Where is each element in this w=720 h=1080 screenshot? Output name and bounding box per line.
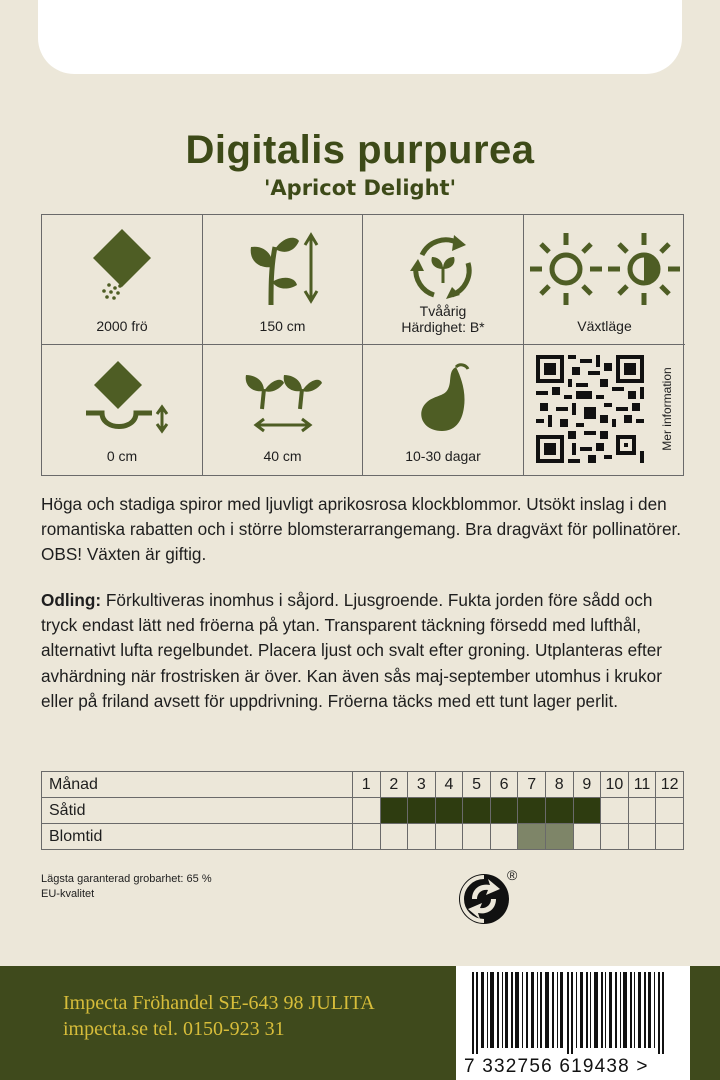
bloom-month-cell [656, 824, 684, 850]
sowing-month-cell [601, 798, 629, 824]
sowing-month-cell [518, 798, 546, 824]
barcode-number: 7 332756 619438 > [464, 1056, 649, 1077]
sowing-month-cell [573, 798, 601, 824]
month-cell: 4 [435, 772, 463, 798]
month-cell: 7 [518, 772, 546, 798]
biennial-cycle-icon [408, 233, 478, 303]
month-cell: 9 [573, 772, 601, 798]
sowing-bloom-schedule [41, 771, 684, 850]
sun-partial-shade-icon [530, 229, 680, 309]
height-value: 150 cm [259, 318, 306, 334]
bloom-month-cell [573, 824, 601, 850]
bloom-month-cell [518, 824, 546, 850]
registered-mark: ® [507, 867, 518, 883]
sowing-month-cell [463, 798, 491, 824]
lifecycle-type: Tvåårig [419, 303, 467, 319]
bloom-month-cell [601, 824, 629, 850]
bloom-row [42, 824, 684, 850]
company-address: Impecta Fröhandel SE-643 98 JULITA [63, 992, 375, 1014]
sowing-row [42, 798, 684, 824]
month-header-row [42, 772, 684, 798]
info-grid [41, 214, 684, 476]
barcode-bars [462, 972, 684, 1054]
bloom-month-cell [490, 824, 518, 850]
bloom-month-cell [435, 824, 463, 850]
bloom-month-cell [408, 824, 436, 850]
sowing-month-cell [545, 798, 573, 824]
sowing-depth-value: 0 cm [106, 448, 138, 464]
bloom-month-cell [352, 824, 380, 850]
germination-cell [363, 345, 524, 475]
position-label: Växtläge [577, 318, 632, 334]
lifecycle-cell [363, 215, 524, 345]
bloom-month-cell [380, 824, 408, 850]
sowing-month-cell [656, 798, 684, 824]
description-text: Höga och stadiga spiror med ljuvligt aprikosrosa klockblommor. Utsökt inslag i den romantiska rabatten och i större blomsterarrangemang. Bra dragväxt för pollinatörer. OBS! Växten är giftig. [41, 494, 682, 565]
bloom-month-cell [628, 824, 656, 850]
month-cell: 6 [490, 772, 518, 798]
sowing-label: Såtid [42, 798, 353, 824]
bloom-month-cell [545, 824, 573, 850]
cultivation-label: Odling: [41, 590, 102, 610]
company-contact[interactable]: impecta.se tel. 0150-923 31 [63, 1018, 285, 1040]
spacing-value: 40 cm [263, 448, 302, 464]
spacing-cell [203, 345, 363, 475]
variety-subtitle: 'Apricot Delight' [263, 176, 456, 200]
sowing-month-cell [408, 798, 436, 824]
sowing-month-cell [435, 798, 463, 824]
plant-title: Digitalis purpurea [185, 128, 535, 172]
month-cell: 12 [656, 772, 684, 798]
plant-spacing-icon [238, 365, 328, 435]
hardiness: Härdighet: B* [401, 319, 485, 335]
cultivation-text [41, 588, 691, 714]
month-cell: 8 [545, 772, 573, 798]
sowing-depth-icon [72, 357, 172, 437]
bloom-month-cell [463, 824, 491, 850]
seed-bag-icon [87, 225, 157, 305]
germination-seed-icon [408, 359, 478, 439]
position-cell [524, 215, 685, 345]
month-cell: 3 [408, 772, 436, 798]
barcode [456, 966, 690, 1080]
month-cell: 10 [601, 772, 629, 798]
plant-height-icon [243, 227, 323, 307]
month-cell: 5 [463, 772, 491, 798]
more-info-label: Mer information [660, 367, 674, 451]
sowing-month-cell [380, 798, 408, 824]
month-label: Månad [42, 772, 353, 798]
germination-guarantee: Lägsta garanterad grobarhet: 65 % [41, 873, 212, 885]
eu-quality: EU-kvalitet [41, 888, 95, 900]
hang-tab-cutout [38, 0, 682, 74]
sowing-month-cell [490, 798, 518, 824]
sowing-depth-cell [42, 345, 203, 475]
month-cell: 1 [352, 772, 380, 798]
month-cell: 11 [628, 772, 656, 798]
qr-code-icon[interactable] [536, 355, 644, 463]
bloom-label: Blomtid [42, 824, 353, 850]
seeds-count: 2000 frö [96, 318, 148, 334]
sowing-month-cell [352, 798, 380, 824]
cultivation-body: Förkultiveras inomhus i såjord. Ljusgroende. Fukta jorden före sådd och tryck endast lätt ned fröerna på ytan. Transparent täckning försedd med lufthål, alternativt lufta regelbundet. Placera ljust och svalt efter groning. Utplanteras efter avhärdning när frostrisken är över. Kan även sås maj-september utomhus i krukor eller på friland avsett för uppdrivning. Fröerna täcks med ett tunt lager perlit. [41, 590, 662, 711]
month-cell: 2 [380, 772, 408, 798]
qr-cell[interactable] [524, 345, 685, 475]
germination-time: 10-30 dagar [405, 448, 481, 464]
sowing-month-cell [628, 798, 656, 824]
seeds-cell [42, 215, 203, 345]
height-cell [203, 215, 363, 345]
